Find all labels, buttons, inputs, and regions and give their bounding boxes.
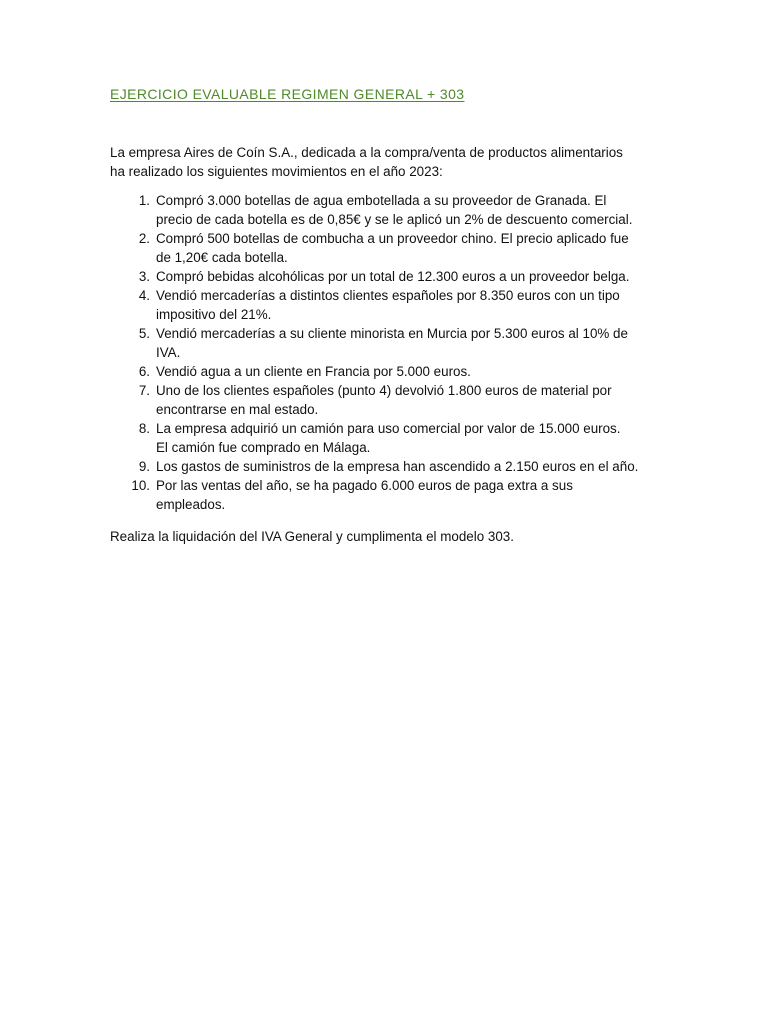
list-item-line: La empresa adquirió un camión para uso comercial por valor de 15.000 euros. xyxy=(156,421,621,436)
list-item xyxy=(110,476,680,514)
document-title: EJERCICIO EVALUABLE REGIMEN GENERAL + 303 xyxy=(110,86,465,102)
list-item xyxy=(110,191,680,229)
list-item-number: 3. xyxy=(138,269,150,284)
list-item-number: 1. xyxy=(138,193,150,208)
list-item-line: de 1,20€ cada botella. xyxy=(156,250,288,265)
list-item-line: IVA. xyxy=(156,345,181,360)
intro-line: ha realizado los siguientes movimientos en el año 2023: xyxy=(110,164,443,179)
list-item xyxy=(110,419,680,457)
list-item-line: Compró bebidas alcohólicas por un total de 12.300 euros a un proveedor belga. xyxy=(156,269,630,284)
list-item-number: 2. xyxy=(138,231,150,246)
list-item xyxy=(110,324,680,362)
list-item-line: Vendió mercaderías a distintos clientes españoles por 8.350 euros con un tipo xyxy=(156,288,620,303)
list-item-number: 7. xyxy=(138,383,150,398)
closing-instruction: Realiza la liquidación del IVA General y cumplimenta el modelo 303. xyxy=(110,529,514,544)
list-item-line: precio de cada botella es de 0,85€ y se le aplicó un 2% de descuento comercial. xyxy=(156,212,633,227)
list-item xyxy=(110,229,680,267)
list-item-line: Compró 500 botellas de combucha a un proveedor chino. El precio aplicado fue xyxy=(156,231,629,246)
list-item-line: Compró 3.000 botellas de agua embotellada a su proveedor de Granada. El xyxy=(156,193,607,208)
list-item xyxy=(110,286,680,324)
list-item-line: empleados. xyxy=(156,497,226,512)
movements-list xyxy=(110,191,680,514)
list-item-line: Vendió agua a un cliente en Francia por 5.000 euros. xyxy=(156,364,471,379)
list-item-line: Por las ventas del año, se ha pagado 6.000 euros de paga extra a sus xyxy=(156,478,573,493)
list-item xyxy=(110,457,680,476)
list-item-number: 6. xyxy=(138,364,150,379)
intro-line: La empresa Aires de Coín S.A., dedicada a la compra/venta de productos alimentarios xyxy=(110,145,623,160)
list-item-number: 9. xyxy=(138,459,150,474)
list-item-line: impositivo del 21%. xyxy=(156,307,272,322)
list-item xyxy=(110,267,680,286)
list-item-line: Uno de los clientes españoles (punto 4) devolvió 1.800 euros de material por xyxy=(156,383,612,398)
list-item-number: 10. xyxy=(131,478,150,493)
list-item-number: 5. xyxy=(138,326,150,341)
list-item-line: Los gastos de suministros de la empresa han ascendido a 2.150 euros en el año. xyxy=(156,459,639,474)
list-item-line: encontrarse en mal estado. xyxy=(156,402,319,417)
list-item xyxy=(110,381,680,419)
intro-paragraph xyxy=(110,143,670,181)
list-item-number: 4. xyxy=(138,288,150,303)
list-item-number: 8. xyxy=(138,421,150,436)
list-item-line: Vendió mercaderías a su cliente minorista en Murcia por 5.300 euros al 10% de xyxy=(156,326,628,341)
list-item-line: El camión fue comprado en Málaga. xyxy=(156,440,371,455)
list-item xyxy=(110,362,680,381)
